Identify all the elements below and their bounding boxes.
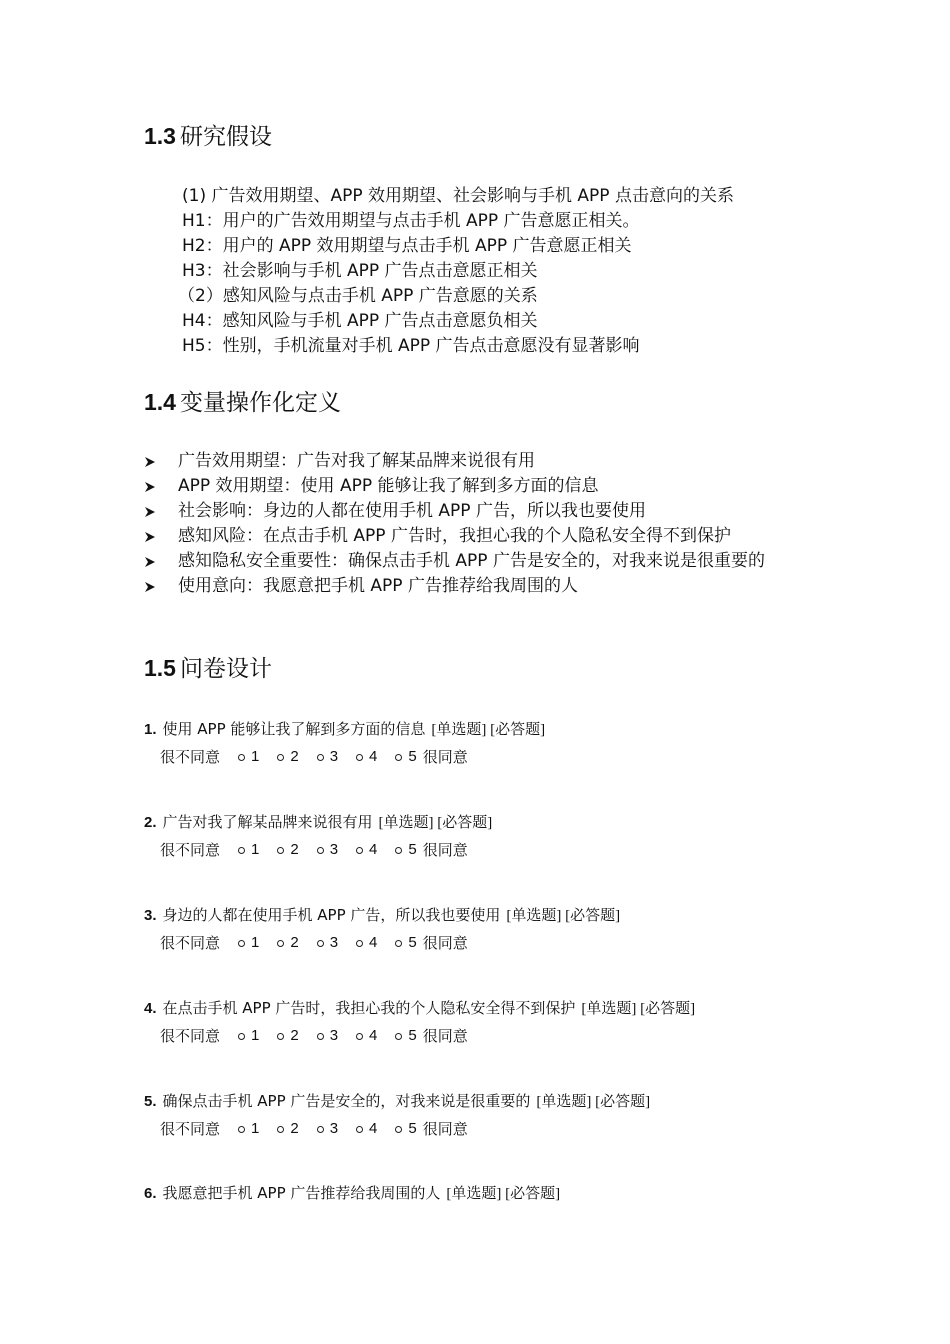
radio-circle-icon[interactable]	[317, 847, 324, 854]
question-3	[144, 902, 620, 958]
radio-option-2[interactable]: 2	[277, 1021, 298, 1051]
radio-option-4[interactable]: 4	[356, 1021, 377, 1051]
arrowhead-bullet-icon	[144, 549, 158, 574]
question-2	[144, 809, 492, 865]
radio-circle-icon[interactable]	[238, 847, 245, 854]
radio-option-2[interactable]: 2	[277, 1114, 298, 1144]
hypothesis-group-2: （2）感知风险与点击手机 APP 广告意愿的关系	[178, 286, 538, 306]
radio-option-3[interactable]: 3	[317, 742, 338, 772]
question-text: 4. 在点击手机 APP 广告时，我担心我的个人隐私安全得不到保护 [单选题] [必答题]	[144, 999, 696, 1017]
radio-circle-icon[interactable]	[356, 1033, 363, 1040]
scale-high-label: 很同意	[422, 1120, 468, 1138]
radio-option-5[interactable]: 5	[395, 928, 416, 958]
radio-option-1[interactable]: 1	[238, 742, 259, 772]
question-5	[144, 1088, 650, 1144]
radio-option-5[interactable]: 5	[395, 1021, 416, 1051]
radio-circle-icon[interactable]	[317, 754, 324, 761]
radio-option-3[interactable]: 3	[317, 835, 338, 865]
definitions-list	[144, 449, 824, 599]
radio-circle-icon[interactable]	[317, 940, 324, 947]
radio-option-1[interactable]: 1	[238, 1021, 259, 1051]
definition-item: 感知隐私安全重要性：确保点击手机 APP 广告是安全的，对我来说是很重要的	[144, 549, 824, 574]
hypothesis-h1: H1：用户的广告效用期望与点击手机 APP 广告意愿正相关。	[182, 211, 640, 231]
hypothesis-h3: H3：社会影响与手机 APP 广告点击意愿正相关	[182, 261, 538, 281]
arrowhead-bullet-icon	[144, 524, 158, 549]
radio-circle-icon[interactable]	[317, 1033, 324, 1040]
radio-option-1[interactable]: 1	[238, 928, 259, 958]
radio-circle-icon[interactable]	[238, 754, 245, 761]
radio-circle-icon[interactable]	[395, 940, 402, 947]
radio-option-4[interactable]: 4	[356, 742, 377, 772]
arrowhead-bullet-icon	[144, 474, 158, 499]
radio-circle-icon[interactable]	[395, 1126, 402, 1133]
radio-circle-icon[interactable]	[356, 1126, 363, 1133]
arrowhead-bullet-icon	[144, 574, 158, 599]
question-text: 3. 身边的人都在使用手机 APP 广告，所以我也要使用 [单选题] [必答题]	[144, 906, 621, 924]
question-text: 2. 广告对我了解某品牌来说很有用 [单选题] [必答题]	[144, 813, 493, 831]
radio-circle-icon[interactable]	[356, 847, 363, 854]
likert-scale	[160, 928, 620, 958]
section-heading-1-3: 1.3 研究假设	[144, 123, 272, 150]
radio-option-1[interactable]: 1	[238, 835, 259, 865]
radio-circle-icon[interactable]	[277, 847, 284, 854]
radio-circle-icon[interactable]	[277, 940, 284, 947]
radio-option-3[interactable]: 3	[317, 1114, 338, 1144]
scale-high-label: 很同意	[422, 748, 468, 766]
hypotheses-list	[178, 184, 734, 359]
question-text: 5. 确保点击手机 APP 广告是安全的，对我来说是很重要的 [单选题] [必答题]	[144, 1092, 651, 1110]
likert-scale	[160, 835, 492, 865]
likert-scale	[160, 1114, 650, 1144]
radio-circle-icon[interactable]	[238, 1033, 245, 1040]
radio-option-4[interactable]: 4	[356, 928, 377, 958]
scale-low-label: 很不同意	[160, 1120, 221, 1138]
scale-high-label: 很同意	[422, 841, 468, 859]
hypothesis-h2: H2：用户的 APP 效用期望与点击手机 APP 广告意愿正相关	[182, 236, 632, 256]
radio-option-5[interactable]: 5	[395, 742, 416, 772]
radio-option-3[interactable]: 3	[317, 1021, 338, 1051]
radio-circle-icon[interactable]	[356, 754, 363, 761]
definition-item: 感知风险：在点击手机 APP 广告时，我担心我的个人隐私安全得不到保护	[144, 524, 824, 549]
question-1	[144, 716, 545, 772]
definition-item: 使用意向：我愿意把手机 APP 广告推荐给我周围的人	[144, 574, 824, 599]
radio-circle-icon[interactable]	[238, 940, 245, 947]
radio-option-2[interactable]: 2	[277, 928, 298, 958]
hypothesis-h4: H4：感知风险与手机 APP 广告点击意愿负相关	[182, 311, 538, 331]
radio-circle-icon[interactable]	[356, 940, 363, 947]
scale-low-label: 很不同意	[160, 1027, 221, 1045]
hypothesis-group-1: (1) 广告效用期望、APP 效用期望、社会影响与手机 APP 点击意向的关系	[182, 186, 734, 206]
radio-option-5[interactable]: 5	[395, 1114, 416, 1144]
radio-option-2[interactable]: 2	[277, 742, 298, 772]
radio-option-1[interactable]: 1	[238, 1114, 259, 1144]
likert-scale	[160, 742, 545, 772]
radio-circle-icon[interactable]	[238, 1126, 245, 1133]
section-heading-1-4: 1.4 变量操作化定义	[144, 389, 341, 416]
radio-circle-icon[interactable]	[317, 1126, 324, 1133]
arrowhead-bullet-icon	[144, 499, 158, 524]
scale-high-label: 很同意	[422, 934, 468, 952]
radio-circle-icon[interactable]	[277, 1126, 284, 1133]
question-6	[144, 1180, 560, 1206]
radio-circle-icon[interactable]	[277, 1033, 284, 1040]
radio-option-4[interactable]: 4	[356, 835, 377, 865]
definition-item: 广告效用期望：广告对我了解某品牌来说很有用	[144, 449, 824, 474]
question-text: 6. 我愿意把手机 APP 广告推荐给我周围的人 [单选题] [必答题]	[144, 1184, 561, 1202]
radio-option-5[interactable]: 5	[395, 835, 416, 865]
definition-item: 社会影响：身边的人都在使用手机 APP 广告，所以我也要使用	[144, 499, 824, 524]
radio-option-2[interactable]: 2	[277, 835, 298, 865]
radio-circle-icon[interactable]	[277, 754, 284, 761]
radio-option-4[interactable]: 4	[356, 1114, 377, 1144]
section-heading-1-5: 1.5 问卷设计	[144, 655, 272, 682]
radio-circle-icon[interactable]	[395, 754, 402, 761]
arrowhead-bullet-icon	[144, 449, 158, 474]
likert-scale	[160, 1021, 695, 1051]
scale-low-label: 很不同意	[160, 934, 221, 952]
scale-low-label: 很不同意	[160, 841, 221, 859]
scale-high-label: 很同意	[422, 1027, 468, 1045]
radio-circle-icon[interactable]	[395, 847, 402, 854]
radio-option-3[interactable]: 3	[317, 928, 338, 958]
definition-item: APP 效用期望：使用 APP 能够让我了解到多方面的信息	[144, 474, 824, 499]
question-text: 1. 使用 APP 能够让我了解到多方面的信息 [单选题] [必答题]	[144, 720, 546, 738]
question-4	[144, 995, 695, 1051]
hypothesis-h5: H5：性别，手机流量对手机 APP 广告点击意愿没有显著影响	[182, 336, 640, 356]
scale-low-label: 很不同意	[160, 748, 221, 766]
radio-circle-icon[interactable]	[395, 1033, 402, 1040]
